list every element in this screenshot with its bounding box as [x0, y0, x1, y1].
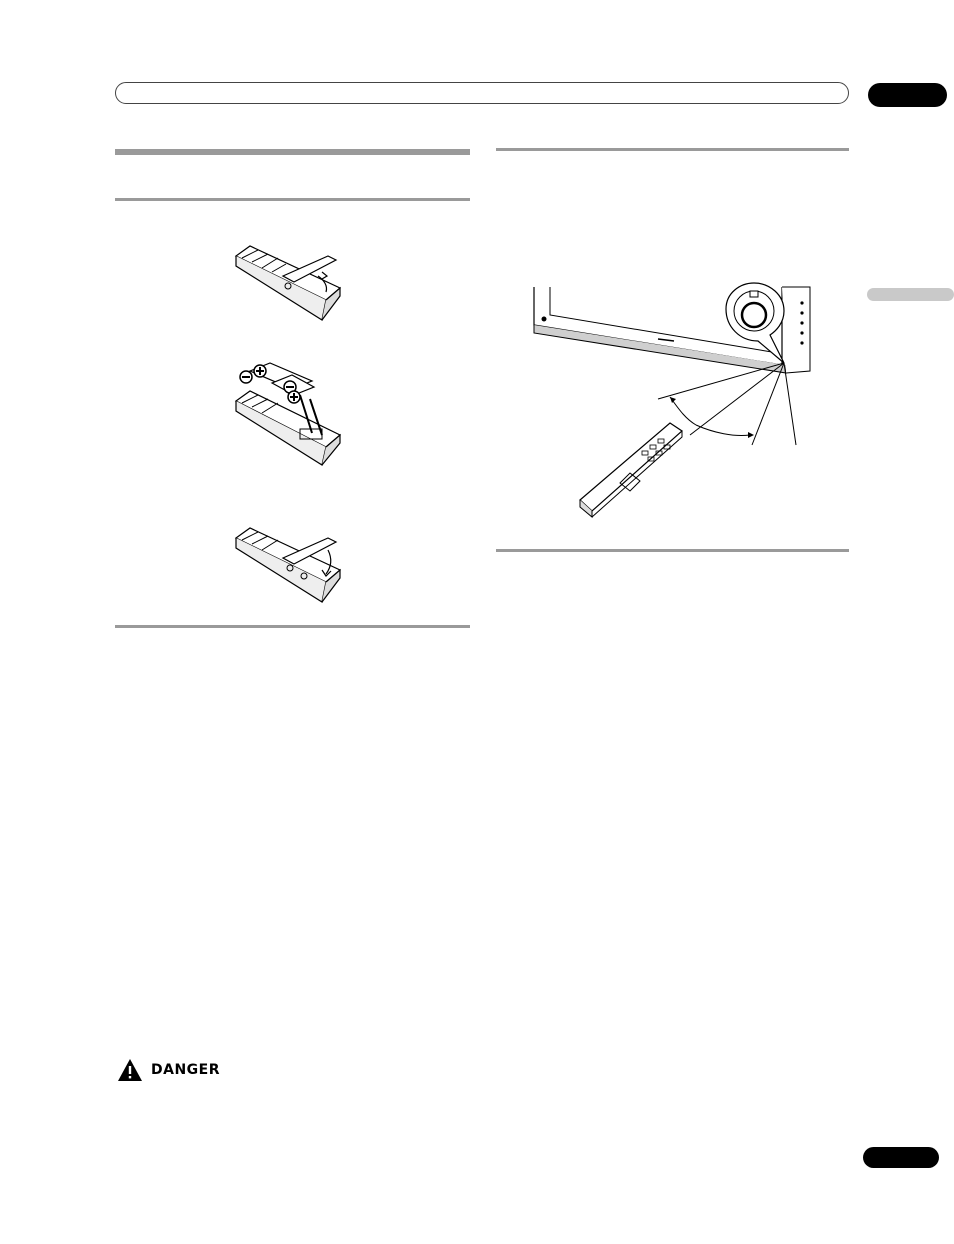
remote-range-illustration: [530, 275, 820, 520]
chapter-tab: [868, 83, 947, 107]
subsection-rule-handling: [115, 625, 470, 628]
remote-close-cover-illustration: [228, 520, 358, 610]
header-bar: [115, 82, 849, 104]
page-number-tab: [863, 1147, 939, 1168]
section-side-tab: [867, 288, 954, 301]
subsection-rule-batteries: [115, 198, 470, 201]
remote-insert-batteries-illustration: [230, 355, 360, 470]
danger-warning: [117, 1057, 220, 1083]
remote-open-cover-illustration: [228, 238, 358, 328]
subsection-rule-notes: [496, 549, 849, 552]
warning-triangle-icon: [117, 1058, 143, 1082]
section-heading-rule: [115, 149, 470, 155]
danger-label: DANGER: [151, 1062, 221, 1078]
subsection-rule-range: [496, 148, 849, 151]
